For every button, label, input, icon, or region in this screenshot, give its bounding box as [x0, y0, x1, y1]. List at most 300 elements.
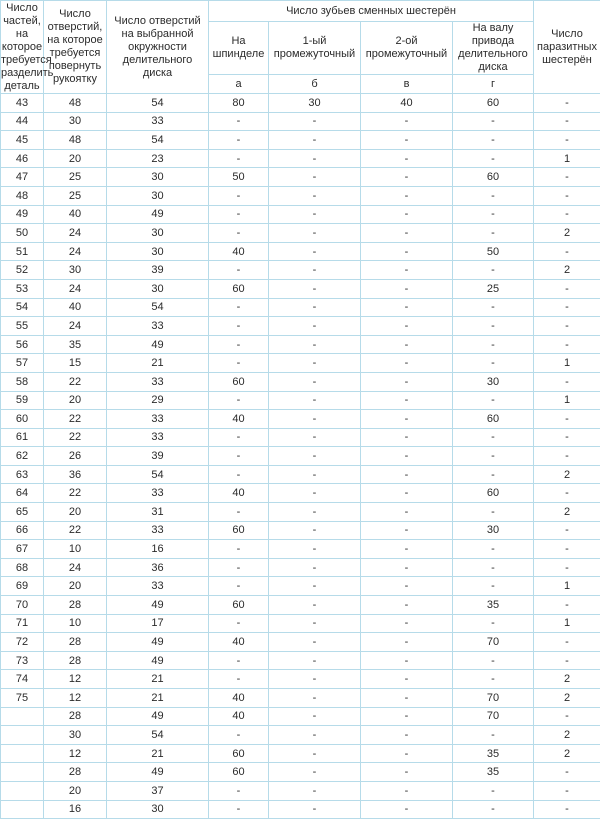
cell-holes-circle: 33	[107, 410, 209, 429]
cell-second-intermediate: -	[361, 410, 453, 429]
cell-idler: 1	[534, 614, 600, 633]
cell-idler: -	[534, 317, 600, 336]
cell-holes-circle: 33	[107, 112, 209, 131]
cell-second-intermediate: -	[361, 540, 453, 559]
cell-holes-turn: 24	[44, 224, 107, 243]
cell-drive-shaft: -	[453, 614, 534, 633]
cell-first-intermediate: -	[269, 670, 361, 689]
cell-idler: -	[534, 707, 600, 726]
cell-holes-circle: 33	[107, 484, 209, 503]
cell-spindle: -	[209, 112, 269, 131]
cell-second-intermediate: -	[361, 800, 453, 819]
cell-spindle: -	[209, 317, 269, 336]
cell-second-intermediate: -	[361, 391, 453, 410]
cell-holes-circle: 39	[107, 261, 209, 280]
cell-first-intermediate: -	[269, 317, 361, 336]
cell-holes-circle: 30	[107, 186, 209, 205]
cell-first-intermediate: -	[269, 391, 361, 410]
cell-second-intermediate: -	[361, 447, 453, 466]
header-second-intermediate: 2-ой промежуточный	[361, 22, 453, 75]
cell-parts: 44	[1, 112, 44, 131]
cell-idler: 2	[534, 726, 600, 745]
cell-holes-turn: 12	[44, 744, 107, 763]
cell-second-intermediate: -	[361, 763, 453, 782]
cell-second-intermediate: -	[361, 298, 453, 317]
cell-parts: 46	[1, 149, 44, 168]
cell-holes-circle: 23	[107, 149, 209, 168]
header-holes-circle: Число отверстий на выбранной окружности делительного диска	[107, 1, 209, 94]
cell-holes-turn: 22	[44, 521, 107, 540]
cell-parts: 75	[1, 689, 44, 708]
cell-idler: -	[534, 633, 600, 652]
cell-idler: -	[534, 335, 600, 354]
cell-holes-circle: 21	[107, 354, 209, 373]
cell-second-intermediate: -	[361, 689, 453, 708]
cell-holes-circle: 33	[107, 577, 209, 596]
cell-first-intermediate: -	[269, 410, 361, 429]
cell-idler: -	[534, 372, 600, 391]
cell-holes-turn: 36	[44, 465, 107, 484]
cell-first-intermediate: -	[269, 465, 361, 484]
table-row	[1, 763, 600, 782]
cell-spindle: -	[209, 503, 269, 522]
cell-drive-shaft: 35	[453, 763, 534, 782]
cell-second-intermediate: -	[361, 614, 453, 633]
cell-holes-turn: 30	[44, 261, 107, 280]
cell-idler: -	[534, 298, 600, 317]
cell-idler: -	[534, 484, 600, 503]
cell-spindle: -	[209, 670, 269, 689]
cell-drive-shaft: 70	[453, 689, 534, 708]
cell-holes-turn: 30	[44, 726, 107, 745]
cell-holes-turn: 40	[44, 205, 107, 224]
cell-holes-turn: 24	[44, 279, 107, 298]
cell-drive-shaft: -	[453, 186, 534, 205]
cell-holes-turn: 48	[44, 94, 107, 113]
cell-drive-shaft: -	[453, 391, 534, 410]
table-row	[1, 577, 600, 596]
cell-drive-shaft: -	[453, 726, 534, 745]
cell-idler: -	[534, 447, 600, 466]
table-row	[1, 800, 600, 819]
cell-idler: -	[534, 279, 600, 298]
cell-spindle: -	[209, 465, 269, 484]
cell-second-intermediate: -	[361, 596, 453, 615]
cell-holes-turn: 28	[44, 596, 107, 615]
table-row	[1, 391, 600, 410]
cell-idler: -	[534, 410, 600, 429]
cell-parts: 74	[1, 670, 44, 689]
cell-holes-turn: 40	[44, 298, 107, 317]
cell-holes-circle: 54	[107, 94, 209, 113]
cell-spindle: 60	[209, 372, 269, 391]
cell-spindle: -	[209, 726, 269, 745]
cell-idler: 2	[534, 261, 600, 280]
cell-spindle: -	[209, 428, 269, 447]
cell-parts: 56	[1, 335, 44, 354]
header-drive-shaft: На валу привода делительного диска	[453, 22, 534, 75]
cell-second-intermediate: -	[361, 465, 453, 484]
cell-spindle: -	[209, 205, 269, 224]
cell-spindle: 40	[209, 242, 269, 261]
cell-holes-turn: 10	[44, 540, 107, 559]
cell-drive-shaft: -	[453, 224, 534, 243]
cell-holes-turn: 22	[44, 484, 107, 503]
cell-first-intermediate: -	[269, 558, 361, 577]
cell-drive-shaft: -	[453, 558, 534, 577]
cell-parts: 73	[1, 651, 44, 670]
cell-second-intermediate: -	[361, 428, 453, 447]
cell-first-intermediate: -	[269, 781, 361, 800]
cell-idler: -	[534, 428, 600, 447]
cell-first-intermediate: -	[269, 279, 361, 298]
cell-holes-circle: 36	[107, 558, 209, 577]
cell-idler: -	[534, 168, 600, 187]
cell-second-intermediate: -	[361, 670, 453, 689]
table-row	[1, 317, 600, 336]
cell-first-intermediate: -	[269, 447, 361, 466]
cell-second-intermediate: -	[361, 242, 453, 261]
cell-idler: -	[534, 131, 600, 150]
cell-second-intermediate: -	[361, 781, 453, 800]
cell-holes-turn: 20	[44, 781, 107, 800]
table-row	[1, 633, 600, 652]
cell-idler: -	[534, 558, 600, 577]
cell-second-intermediate: -	[361, 726, 453, 745]
cell-spindle: -	[209, 131, 269, 150]
cell-parts: 70	[1, 596, 44, 615]
header-spindle: На шпинделе	[209, 22, 269, 75]
cell-second-intermediate: -	[361, 354, 453, 373]
cell-drive-shaft: -	[453, 112, 534, 131]
cell-second-intermediate: -	[361, 131, 453, 150]
cell-idler: 2	[534, 224, 600, 243]
cell-parts: 71	[1, 614, 44, 633]
cell-parts	[1, 800, 44, 819]
cell-holes-circle: 54	[107, 298, 209, 317]
table-row	[1, 689, 600, 708]
cell-holes-circle: 30	[107, 279, 209, 298]
cell-holes-circle: 21	[107, 744, 209, 763]
cell-parts	[1, 707, 44, 726]
cell-holes-turn: 48	[44, 131, 107, 150]
table-row	[1, 744, 600, 763]
cell-spindle: -	[209, 447, 269, 466]
cell-holes-circle: 21	[107, 670, 209, 689]
cell-holes-circle: 33	[107, 428, 209, 447]
cell-second-intermediate: -	[361, 744, 453, 763]
cell-holes-turn: 28	[44, 707, 107, 726]
cell-holes-circle: 54	[107, 131, 209, 150]
cell-drive-shaft: 25	[453, 279, 534, 298]
cell-parts: 64	[1, 484, 44, 503]
cell-second-intermediate: -	[361, 577, 453, 596]
table-row	[1, 372, 600, 391]
cell-holes-turn: 24	[44, 242, 107, 261]
table-row	[1, 707, 600, 726]
cell-idler: -	[534, 763, 600, 782]
cell-idler: -	[534, 781, 600, 800]
cell-holes-turn: 10	[44, 614, 107, 633]
cell-holes-turn: 26	[44, 447, 107, 466]
cell-first-intermediate: -	[269, 149, 361, 168]
cell-parts: 50	[1, 224, 44, 243]
cell-holes-turn: 15	[44, 354, 107, 373]
cell-spindle: 40	[209, 707, 269, 726]
cell-first-intermediate: -	[269, 800, 361, 819]
table-row	[1, 428, 600, 447]
cell-first-intermediate: -	[269, 633, 361, 652]
cell-idler: -	[534, 800, 600, 819]
cell-idler: -	[534, 596, 600, 615]
cell-holes-turn: 25	[44, 168, 107, 187]
cell-holes-circle: 31	[107, 503, 209, 522]
cell-second-intermediate: -	[361, 521, 453, 540]
cell-idler: -	[534, 540, 600, 559]
cell-holes-turn: 16	[44, 800, 107, 819]
cell-first-intermediate: -	[269, 131, 361, 150]
cell-first-intermediate: -	[269, 614, 361, 633]
cell-holes-turn: 28	[44, 651, 107, 670]
header-gear-teeth-group: Число зубьев сменных шестерён	[209, 1, 534, 22]
cell-holes-turn: 20	[44, 503, 107, 522]
cell-drive-shaft: 60	[453, 168, 534, 187]
cell-first-intermediate: -	[269, 261, 361, 280]
cell-second-intermediate: -	[361, 205, 453, 224]
cell-idler: 2	[534, 503, 600, 522]
table-row	[1, 484, 600, 503]
cell-first-intermediate: -	[269, 428, 361, 447]
cell-second-intermediate: -	[361, 224, 453, 243]
cell-holes-circle: 16	[107, 540, 209, 559]
cell-spindle: 80	[209, 94, 269, 113]
table-row	[1, 558, 600, 577]
cell-drive-shaft: -	[453, 261, 534, 280]
cell-spindle: 40	[209, 410, 269, 429]
cell-parts: 55	[1, 317, 44, 336]
cell-spindle: -	[209, 261, 269, 280]
cell-second-intermediate: -	[361, 707, 453, 726]
cell-drive-shaft: -	[453, 540, 534, 559]
table-row	[1, 521, 600, 540]
cell-drive-shaft: 50	[453, 242, 534, 261]
table-row	[1, 503, 600, 522]
header-letter-g: г	[453, 75, 534, 94]
table-row	[1, 298, 600, 317]
table-row	[1, 614, 600, 633]
cell-parts: 45	[1, 131, 44, 150]
cell-drive-shaft: 70	[453, 707, 534, 726]
cell-idler: -	[534, 186, 600, 205]
cell-idler: 1	[534, 149, 600, 168]
cell-holes-turn: 20	[44, 577, 107, 596]
table-row	[1, 410, 600, 429]
cell-first-intermediate: -	[269, 372, 361, 391]
cell-first-intermediate: -	[269, 205, 361, 224]
header-first-intermediate: 1-ый промежуточный	[269, 22, 361, 75]
cell-parts	[1, 744, 44, 763]
cell-spindle: -	[209, 391, 269, 410]
header-letter-a: а	[209, 75, 269, 94]
cell-spindle: -	[209, 614, 269, 633]
cell-first-intermediate: -	[269, 707, 361, 726]
cell-second-intermediate: 40	[361, 94, 453, 113]
table-row	[1, 242, 600, 261]
cell-spindle: 60	[209, 521, 269, 540]
cell-idler: 2	[534, 465, 600, 484]
table-row	[1, 651, 600, 670]
cell-parts: 69	[1, 577, 44, 596]
cell-holes-turn: 22	[44, 428, 107, 447]
cell-first-intermediate: -	[269, 484, 361, 503]
cell-second-intermediate: -	[361, 317, 453, 336]
cell-drive-shaft: 30	[453, 372, 534, 391]
cell-parts: 43	[1, 94, 44, 113]
header-idler-gears: Число паразитных шестерён	[534, 1, 600, 94]
cell-holes-circle: 54	[107, 465, 209, 484]
cell-holes-circle: 54	[107, 726, 209, 745]
table-row	[1, 465, 600, 484]
cell-spindle: 60	[209, 744, 269, 763]
cell-parts: 47	[1, 168, 44, 187]
cell-holes-circle: 33	[107, 317, 209, 336]
cell-second-intermediate: -	[361, 186, 453, 205]
cell-holes-circle: 17	[107, 614, 209, 633]
table-row	[1, 781, 600, 800]
cell-parts: 52	[1, 261, 44, 280]
cell-drive-shaft: -	[453, 800, 534, 819]
table-row	[1, 261, 600, 280]
cell-parts: 48	[1, 186, 44, 205]
cell-holes-circle: 33	[107, 372, 209, 391]
table-row	[1, 94, 600, 113]
cell-holes-circle: 49	[107, 335, 209, 354]
cell-idler: 1	[534, 577, 600, 596]
table-header	[1, 1, 600, 94]
cell-idler: -	[534, 242, 600, 261]
cell-holes-turn: 20	[44, 391, 107, 410]
cell-second-intermediate: -	[361, 372, 453, 391]
table-row	[1, 224, 600, 243]
cell-drive-shaft: -	[453, 335, 534, 354]
cell-idler: -	[534, 651, 600, 670]
cell-holes-turn: 12	[44, 689, 107, 708]
cell-idler: 2	[534, 744, 600, 763]
cell-first-intermediate: -	[269, 168, 361, 187]
cell-second-intermediate: -	[361, 651, 453, 670]
cell-spindle: -	[209, 298, 269, 317]
cell-idler: 2	[534, 670, 600, 689]
table-row	[1, 540, 600, 559]
table-row	[1, 447, 600, 466]
cell-parts: 51	[1, 242, 44, 261]
cell-parts: 63	[1, 465, 44, 484]
cell-parts: 61	[1, 428, 44, 447]
cell-holes-turn: 28	[44, 633, 107, 652]
cell-holes-circle: 49	[107, 763, 209, 782]
cell-parts: 53	[1, 279, 44, 298]
cell-holes-turn: 35	[44, 335, 107, 354]
cell-parts: 57	[1, 354, 44, 373]
table-row	[1, 186, 600, 205]
cell-first-intermediate: -	[269, 186, 361, 205]
cell-second-intermediate: -	[361, 261, 453, 280]
cell-holes-turn: 24	[44, 558, 107, 577]
cell-first-intermediate: -	[269, 242, 361, 261]
cell-holes-circle: 21	[107, 689, 209, 708]
cell-holes-circle: 39	[107, 447, 209, 466]
cell-drive-shaft: -	[453, 447, 534, 466]
cell-idler: 1	[534, 391, 600, 410]
header-parts: Число частей, на которое требуется разделить деталь	[1, 1, 44, 94]
cell-first-intermediate: -	[269, 596, 361, 615]
cell-first-intermediate: 30	[269, 94, 361, 113]
cell-idler: -	[534, 521, 600, 540]
cell-holes-circle: 33	[107, 521, 209, 540]
cell-spindle: 50	[209, 168, 269, 187]
cell-holes-circle: 30	[107, 242, 209, 261]
cell-holes-turn: 20	[44, 149, 107, 168]
cell-holes-circle: 30	[107, 168, 209, 187]
cell-spindle: 40	[209, 633, 269, 652]
table-row	[1, 354, 600, 373]
cell-first-intermediate: -	[269, 298, 361, 317]
cell-second-intermediate: -	[361, 149, 453, 168]
cell-holes-turn: 22	[44, 372, 107, 391]
cell-holes-turn: 12	[44, 670, 107, 689]
cell-drive-shaft: 30	[453, 521, 534, 540]
cell-first-intermediate: -	[269, 763, 361, 782]
header-letter-b: б	[269, 75, 361, 94]
cell-parts: 58	[1, 372, 44, 391]
cell-parts: 62	[1, 447, 44, 466]
cell-spindle: -	[209, 149, 269, 168]
table-row	[1, 205, 600, 224]
cell-holes-circle: 49	[107, 707, 209, 726]
cell-spindle: -	[209, 186, 269, 205]
cell-parts	[1, 763, 44, 782]
cell-holes-turn: 22	[44, 410, 107, 429]
cell-parts: 65	[1, 503, 44, 522]
cell-holes-circle: 49	[107, 596, 209, 615]
cell-drive-shaft: -	[453, 670, 534, 689]
table-row	[1, 279, 600, 298]
cell-parts	[1, 781, 44, 800]
cell-spindle: -	[209, 781, 269, 800]
table-row	[1, 726, 600, 745]
cell-drive-shaft: 70	[453, 633, 534, 652]
cell-first-intermediate: -	[269, 335, 361, 354]
cell-spindle: 60	[209, 596, 269, 615]
cell-drive-shaft: 60	[453, 410, 534, 429]
cell-idler: 2	[534, 689, 600, 708]
cell-first-intermediate: -	[269, 577, 361, 596]
cell-drive-shaft: -	[453, 577, 534, 596]
cell-spindle: 60	[209, 279, 269, 298]
cell-drive-shaft: 35	[453, 744, 534, 763]
cell-first-intermediate: -	[269, 744, 361, 763]
cell-parts: 59	[1, 391, 44, 410]
cell-second-intermediate: -	[361, 558, 453, 577]
cell-spindle: -	[209, 577, 269, 596]
table-row	[1, 112, 600, 131]
table-row	[1, 131, 600, 150]
cell-holes-circle: 29	[107, 391, 209, 410]
cell-drive-shaft: -	[453, 317, 534, 336]
cell-first-intermediate: -	[269, 112, 361, 131]
cell-holes-circle: 49	[107, 633, 209, 652]
cell-second-intermediate: -	[361, 335, 453, 354]
